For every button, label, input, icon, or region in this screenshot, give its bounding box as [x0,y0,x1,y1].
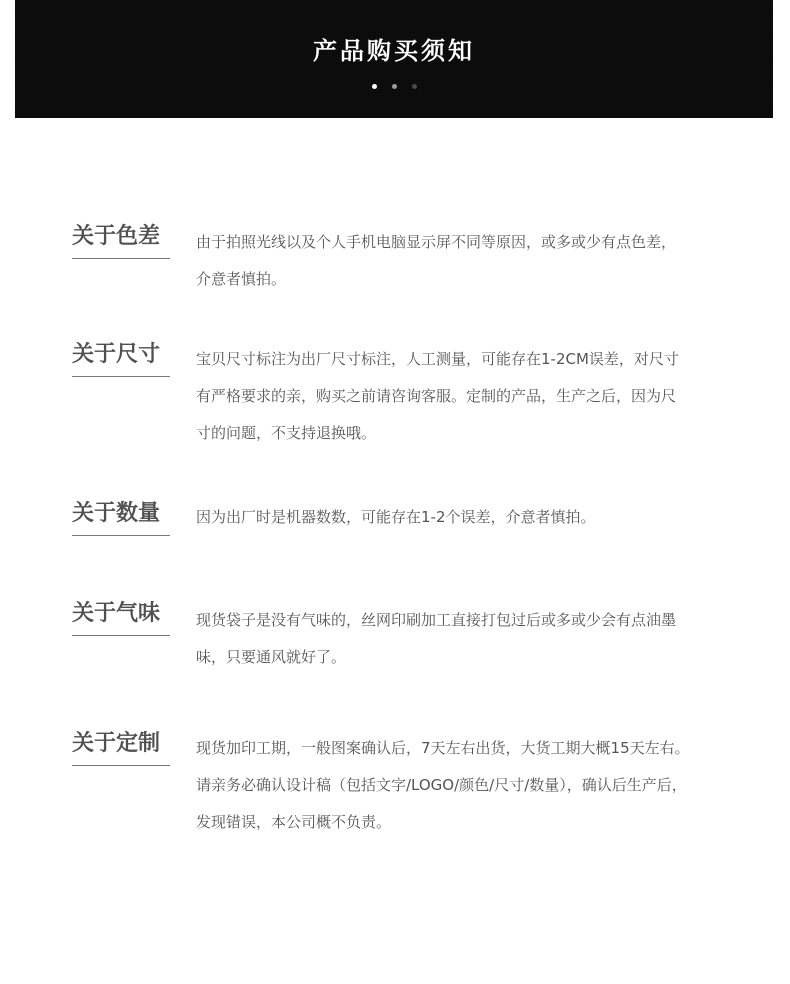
section-text [196,224,736,298]
page-title: 产品购买须知 [313,37,475,65]
section-heading: 关于尺寸 [72,340,170,377]
section-text [196,341,736,452]
text-line: 因为出厂时是机器数数，可能存在1-2个误差，介意者慎拍。 [196,508,596,526]
carousel-dots [15,84,773,89]
section-text [196,499,736,536]
header-banner [15,0,773,118]
text-line: 发现错误，本公司概不负责。 [196,813,392,831]
carousel-dot-3[interactable] [412,84,417,89]
text-line: 寸的问题，不支持退换哦。 [196,424,377,442]
text-line: 介意者慎拍。 [196,270,287,288]
text-line: 由于拍照光线以及个人手机电脑显示屏不同等原因，或多或少有点色差， [196,233,677,251]
section-heading: 关于色差 [72,222,170,259]
section-heading: 关于气味 [72,599,170,636]
section-heading: 关于定制 [72,729,170,766]
section-heading: 关于数量 [72,499,170,536]
text-line: 现货加印工期，一般图案确认后，7天左右出货，大货工期大概15天左右。 [196,739,690,757]
text-line: 请亲务必确认设计稿（包括文字/LOGO/颜色/尺寸/数量），确认后生产后， [196,776,687,794]
text-line: 宝贝尺寸标注为出厂尺寸标注，人工测量，可能存在1-2CM误差，对尺寸 [196,350,679,368]
text-line: 味，只要通风就好了。 [196,648,347,666]
text-line: 有严格要求的亲，购买之前请咨询客服。定制的产品，生产之后，因为尺 [196,387,677,405]
section-text [196,602,736,676]
carousel-dot-1[interactable] [372,84,377,89]
text-line: 现货袋子是没有气味的，丝网印刷加工直接打包过后或多或少会有点油墨 [196,611,677,629]
section-text [196,730,736,841]
carousel-dot-2[interactable] [392,84,397,89]
